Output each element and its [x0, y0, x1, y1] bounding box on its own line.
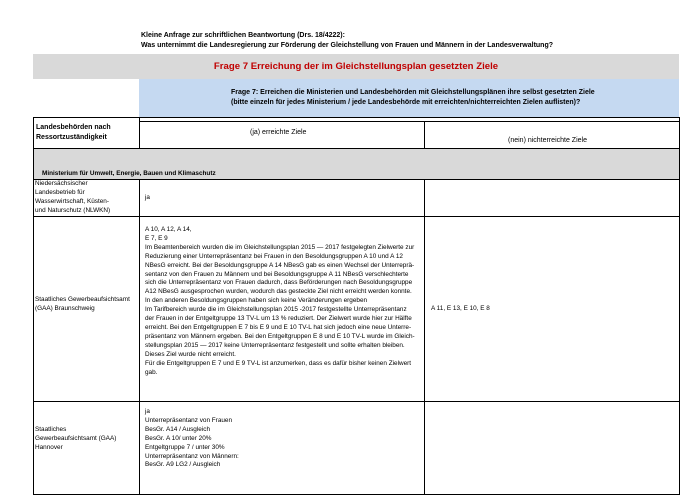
reached-line: der Frauen in der Entgeltgruppe 13 TV-L um 13 % reduziert. Der Zielwert wurde hier zur Hälfte — [145, 315, 412, 323]
col-divider-2 — [424, 179, 425, 495]
reached-line: Unterrepräsentanz von Frauen — [145, 416, 233, 424]
row-2-bottom — [33, 401, 680, 402]
reached-line: NBesG erreicht. Bei der Besoldungsgruppe A 14 NBesG gab es einen Wechsel der Unterreprä- — [145, 261, 415, 269]
reached-line: BesGr. A9 LG2 / Ausgleich — [145, 461, 221, 469]
authority-line: Niedersächsischer — [35, 180, 88, 187]
reached-line: E 7, E 9 — [145, 234, 168, 242]
authority-line: und Naturschutz (NLWKN) — [35, 206, 111, 214]
section-title: Ministerium für Umwelt, Energie, Bauen und Klimaschutz — [42, 170, 216, 177]
authority-line: Gewerbeaufsichtsamt (GAA) — [35, 434, 117, 442]
row-1-reached: ja — [145, 194, 150, 201]
col-divider-1 — [139, 179, 140, 495]
table-border-top — [33, 117, 680, 118]
authority-line: Staatliches Gewerbeaufsichtsamt — [35, 296, 130, 303]
col-header-not-reached: (nein) nichterreichte Ziele — [508, 137, 587, 144]
table-border-left — [33, 117, 34, 495]
col-header-authority-2: Ressortzuständigkeit — [36, 134, 107, 141]
col-header-reached: (ja) erreichte Ziele — [250, 129, 307, 136]
reached-line: präsentanz von Männern ergeben. Bei den Entgeltgruppen E 8 und E 10 TV-L wurde im Gleich- — [145, 332, 415, 340]
reached-line: Im Tarifbereich wurde die im Gleichstellungsplan 2015 -2017 festgestellte Unterrepräsentanz — [145, 306, 407, 314]
reached-line: erreicht. Bei den Entgeltgruppen E 7 bis E 9 und E 10 TV-L hat sich jedoch eine neue Unterre- — [145, 323, 412, 331]
authority-line: Staatliches — [35, 426, 67, 433]
reached-line: Entgeltgruppe 7 / unter 30% — [145, 443, 225, 451]
row-3-authority — [35, 426, 137, 453]
reached-line: Im Beamtenbereich wurden die im Gleichstellungsplan 2015 — 2017 festgelegten Zielwerte zur — [145, 243, 415, 251]
reached-line: Dieses Ziel wurde nicht erreicht. — [145, 350, 236, 358]
authority-line: Wasserwirtschaft, Küsten- — [35, 197, 109, 205]
header-col-divider-2 — [424, 121, 425, 148]
table-border-right — [679, 117, 680, 495]
header-row-bottom — [33, 148, 680, 149]
row-2-not-reached: A 11, E 13, E 10, E 8 — [431, 305, 490, 312]
question-line-1: Frage 7: Erreichen die Ministerien und Landesbehörden mit Gleichstellungsplänen ihre selbst gesetzten Ziele — [231, 89, 595, 96]
reached-line: Unterrepräsentanz von Männern: — [145, 452, 239, 460]
authority-line: Hannover — [35, 443, 63, 451]
reached-line: BesGr. A 10/ unter 20% — [145, 434, 212, 442]
reached-line: Reduzierung einer Unterrepräsentanz bei Frauen in den Besoldungsgruppen A 10 und A 12 — [145, 252, 403, 260]
reached-line: BesGr. A14 / Ausgleich — [145, 425, 211, 433]
row-3-reached — [145, 408, 239, 470]
reached-line: A12 NBesG ausgesprochen wurden, wodurch das gesteckte Ziel nicht erreicht werden konnte. — [145, 288, 412, 296]
row-2-authority — [35, 296, 137, 314]
reached-line: sentanz von den Frauen zu Männern und bei Besoldungsgruppe A 11 NBesG verschlechterte — [145, 270, 409, 278]
authority-line: Landesbetrieb für — [35, 188, 85, 196]
reached-line: Für die Entgeltgruppen E 7 und E 9 TV-L ist anzumerken, dass es dafür bisher keinen Zielwert — [145, 359, 412, 367]
row-2-reached — [145, 226, 415, 377]
header-inner-top — [139, 121, 679, 122]
reached-line: stellungsplan 2015 — 2017 keine Unterrepräsentanz festgestellt und sollte erhalten bleiben. — [145, 341, 405, 349]
row-1-authority — [35, 180, 135, 216]
row-1-bottom — [33, 216, 680, 217]
question-line-2: (bitte einzeln für jedes Ministerium / jede Landesbehörde mit erreichten/nichterreichten Zielen auflisten)? — [231, 99, 581, 106]
col-header-authority-1: Landesbehörden nach — [36, 124, 111, 131]
authority-line: (GAA) Braunschweig — [35, 304, 95, 312]
reached-line: ja — [145, 408, 150, 415]
document-question: Was unternimmt die Landesregierung zur Förderung der Gleichstellung von Frauen und Männern in der Landesverwaltung? — [141, 42, 554, 49]
document-reference: Kleine Anfrage zur schriftlichen Beantwortung (Drs. 18/4222): — [141, 32, 345, 39]
reached-line: sich die Unterrepräsentanz von Frauen dadurch, dass Beförderungen nach Besoldungsgruppe — [145, 279, 413, 287]
page-title: Frage 7 Erreichung der im Gleichstellungsplan gesetzten Ziele — [213, 61, 499, 72]
reached-line: gab. — [145, 368, 158, 376]
reached-line: In den anderen Besoldungsgruppen haben sich keine Veränderungen ergeben — [145, 297, 368, 305]
reached-line: A 10, A 12, A 14, — [145, 226, 192, 233]
